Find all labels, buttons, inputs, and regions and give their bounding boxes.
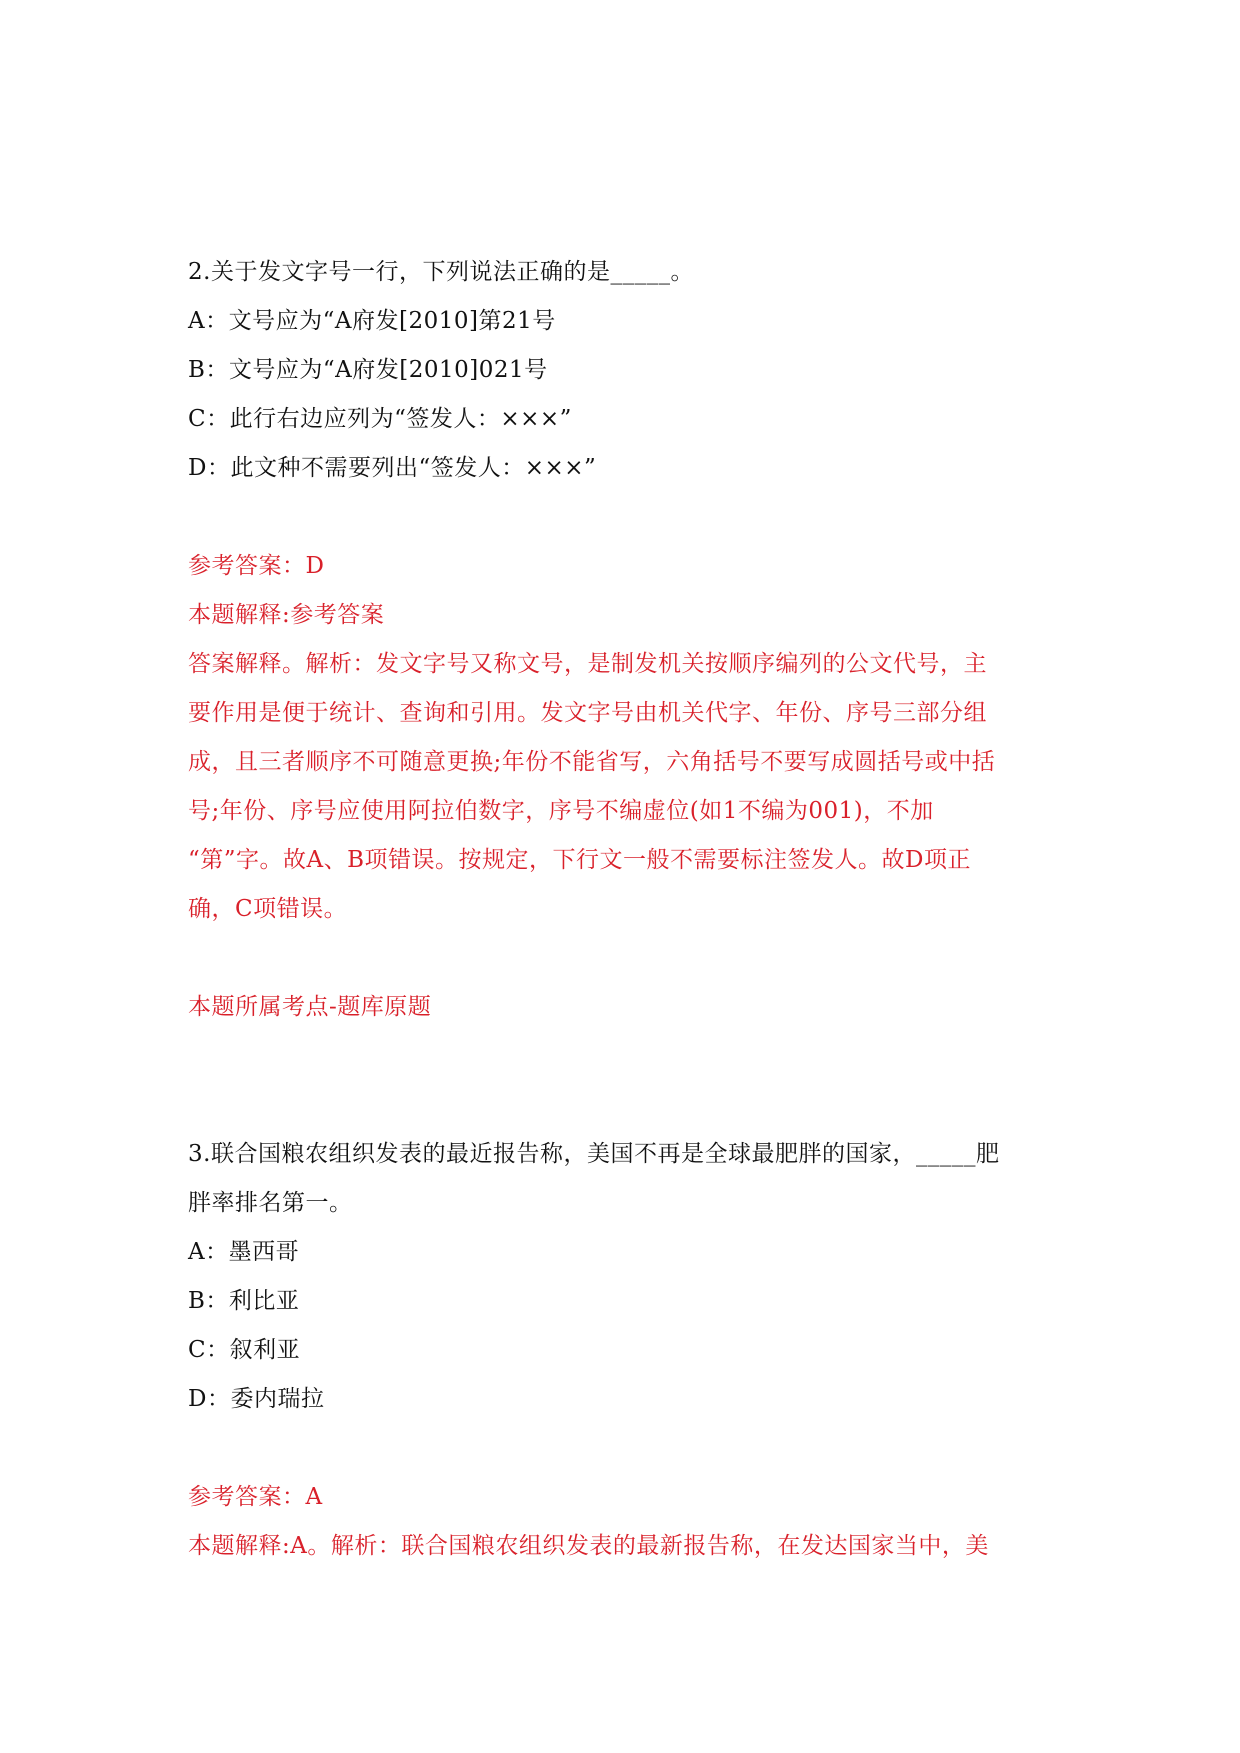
question-2-explain-line-5: “第”字。故A、B项错误。按规定，下行文一般不需要标注签发人。故D项正 — [188, 847, 971, 873]
question-2-explain-line-3: 成，且三者顺序不可随意更换;年份不能省写，六角括号不要写成圆括号或中括 — [188, 749, 996, 775]
question-3-option-a: A：墨西哥 — [188, 1239, 300, 1265]
question-3-option-b: B：利比亚 — [188, 1288, 300, 1314]
question-2-explain-line-1: 答案解释。解析：发文字号又称文号，是制发机关按顺序编列的公文代号，主 — [188, 651, 987, 677]
question-3-stem-line-2: 胖率排名第一。 — [188, 1190, 353, 1216]
spacer — [188, 493, 1058, 542]
question-2-explain-line-2: 要作用是便于统计、查询和引用。发文字号由机关代字、年份、序号三部分组 — [188, 700, 987, 726]
question-3-option-c: C：叙利亚 — [188, 1337, 301, 1363]
question-2-option-d: D：此文种不需要列出“签发人：×××” — [188, 455, 597, 481]
spacer — [188, 934, 1058, 983]
question-3-stem-line-1: 3.联合国粮农组织发表的最近报告称，美国不再是全球最肥胖的国家，_____肥 — [188, 1141, 1000, 1167]
question-2-stem: 2.关于发文字号一行，下列说法正确的是_____。 — [188, 259, 694, 285]
question-2-option-b: B：文号应为“A府发[2010]021号 — [188, 357, 548, 383]
spacer — [188, 1032, 1058, 1130]
question-2-explain-line-4: 号;年份、序号应使用阿拉伯数字，序号不编虚位(如1不编为001)，不加 — [188, 798, 934, 824]
question-2-explain-title: 本题解释:参考答案 — [188, 602, 385, 628]
question-2-answer: 参考答案：D — [188, 553, 325, 579]
question-2-option-c: C：此行右边应列为“签发人：×××” — [188, 406, 572, 432]
question-3-option-d: D：委内瑞拉 — [188, 1386, 325, 1412]
question-3-explain-line-1: 本题解释:A。解析：联合国粮农组织发表的最新报告称，在发达国家当中，美 — [188, 1533, 989, 1559]
question-2-explain-line-6: 确，C项错误。 — [188, 896, 348, 922]
question-2-topic: 本题所属考点-题库原题 — [188, 994, 432, 1020]
question-3-answer: 参考答案：A — [188, 1484, 323, 1510]
question-2-option-a: A：文号应为“A府发[2010]第21号 — [188, 308, 556, 334]
spacer — [188, 1424, 1058, 1473]
document-content — [188, 248, 1058, 1571]
